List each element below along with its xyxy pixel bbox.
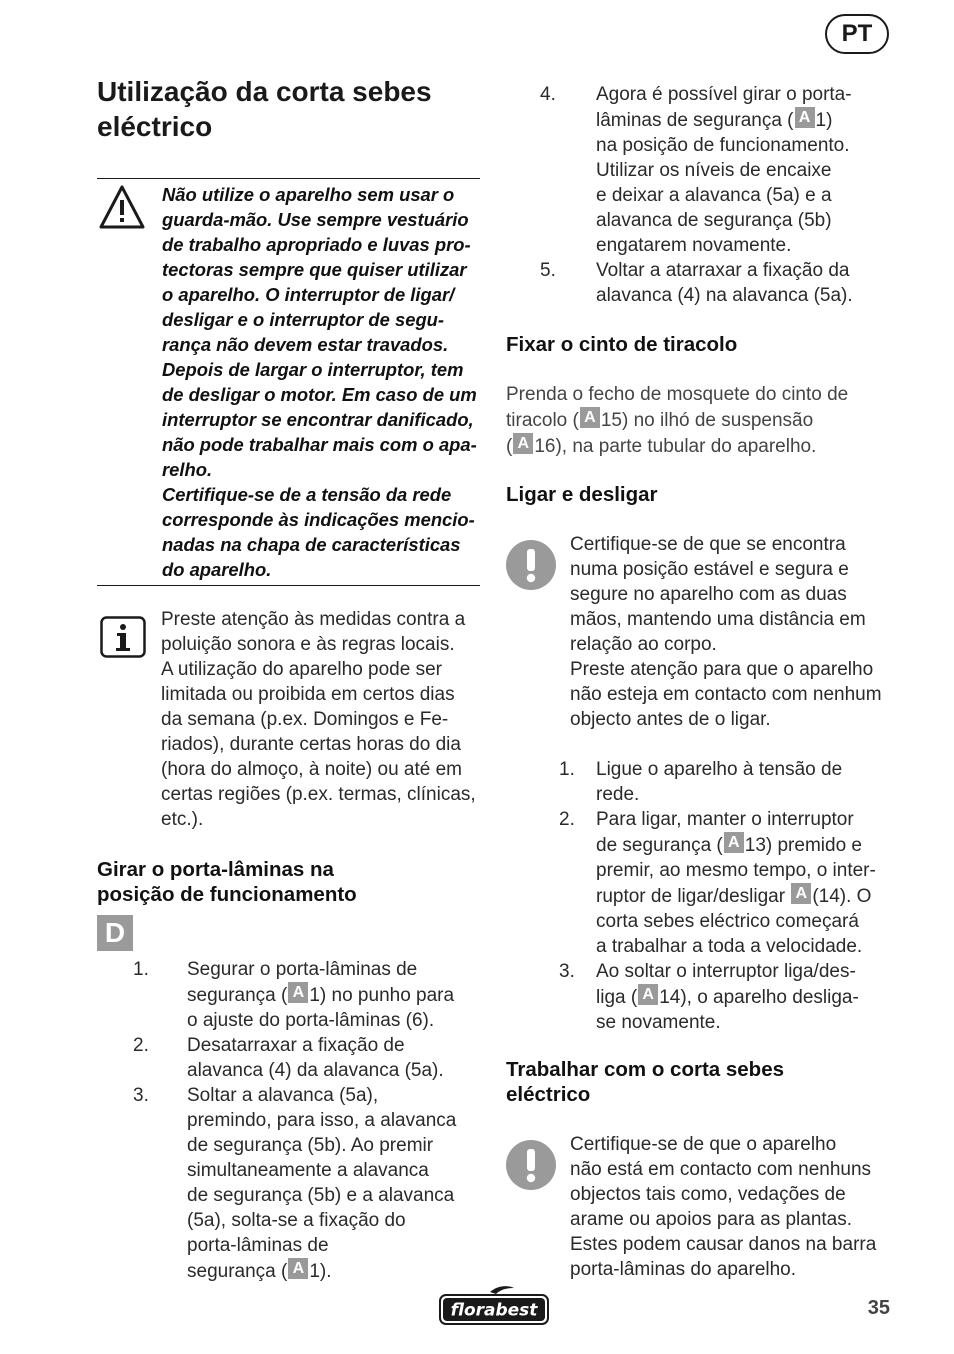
step-text-line: [596, 82, 900, 107]
step-number: 3.: [133, 1085, 149, 1106]
list-item: [130, 1083, 490, 1284]
step-text-line: [596, 183, 900, 208]
step-text-line: [596, 858, 896, 883]
text-line: nadas na chapa de características: [162, 534, 461, 555]
text-line: guarda-mão. Use sempre vestuário: [162, 209, 469, 230]
text-line: de desligar o motor. Em caso de um: [162, 384, 477, 405]
text-line: mãos, mantendo uma distância em: [570, 609, 866, 630]
text-line: Certifique-se de a tensão da rede: [162, 484, 452, 505]
step-number: 1.: [133, 959, 149, 980]
step-text-line: [596, 208, 900, 233]
warning-bottom-rule: [97, 585, 480, 586]
text-segment: 14), o aparelho desliga-: [659, 987, 859, 1008]
logo-text: florabest: [450, 1300, 538, 1321]
text-line: interruptor se encontrar danificado,: [162, 409, 474, 430]
step-text-line: [187, 1208, 490, 1233]
text-segment: na posição de funcionamento.: [596, 135, 850, 156]
text-line: da semana (p.ex. Domingos e Fe-: [161, 709, 449, 730]
text-line: [506, 407, 886, 433]
step-number: 3.: [559, 961, 575, 982]
text-segment: 15) no ilhó de suspensão: [600, 410, 814, 431]
caution-exclamation-icon: [506, 1140, 556, 1190]
step-text-line: [596, 233, 900, 258]
text-line: A utilização do aparelho pode ser: [161, 659, 442, 680]
step-text-line: [187, 957, 490, 982]
text-line: Depois de largar o interruptor, tem: [162, 359, 464, 380]
step-text-line: [187, 1133, 490, 1158]
text-segment: de segurança (5b) e a alavanca: [187, 1185, 455, 1206]
text-segment: engatarem novamente.: [596, 235, 792, 256]
text-segment: o ajuste do porta-lâminas (6).: [187, 1010, 435, 1031]
step-text-line: [596, 959, 896, 984]
onoff-steps-list: [556, 757, 896, 1035]
list-item: [540, 82, 900, 258]
figure-reference-badge: A: [288, 1258, 308, 1279]
text-line: objecto antes de o ligar.: [570, 709, 771, 730]
section-heading-onoff: Ligar e desligar: [506, 483, 658, 506]
text-line: [506, 382, 886, 407]
heading-line: eléctrico: [506, 1083, 591, 1106]
step-text-line: [596, 133, 900, 158]
text-segment: tiracolo (: [506, 410, 579, 431]
text-line: Preste atenção às medidas contra a: [161, 609, 466, 630]
page-title: Utilização da corta sebes eléctrico: [97, 76, 432, 142]
text-segment: Prenda o fecho de mosquete do cinto de: [506, 384, 849, 405]
heading-line: Trabalhar com o corta sebes: [506, 1058, 785, 1081]
text-line: arame ou apoios para as plantas.: [570, 1209, 853, 1230]
page-number: 35: [867, 1297, 890, 1319]
step-text-line: [596, 258, 900, 283]
figure-reference-badge: A: [513, 433, 533, 454]
warning-triangle-icon: [98, 184, 146, 230]
step-text-line: [596, 883, 896, 909]
text-line: numa posição estável e segura e: [570, 559, 849, 580]
step-text-line: [187, 1258, 490, 1284]
text-segment: Segurar o porta-lâminas de: [187, 959, 418, 980]
step-number: 2.: [133, 1035, 149, 1056]
figure-reference-badge: A: [580, 407, 600, 428]
rotate-steps-list-continued: [540, 82, 900, 308]
heading-line: Girar o porta-lâminas na: [97, 858, 334, 881]
text-line: limitada ou proibida em certos dias: [161, 684, 455, 705]
text-segment: segurança (: [187, 985, 288, 1006]
text-line: do aparelho.: [162, 559, 272, 580]
list-item: [556, 959, 896, 1035]
figure-reference-badge: A: [638, 984, 658, 1005]
text-segment: rede.: [596, 784, 640, 805]
heading-line: posição de funcionamento: [97, 883, 357, 906]
text-line: objectos tais como, vedações de: [570, 1184, 846, 1205]
section-heading-working: [506, 1057, 886, 1107]
text-line: Certifique-se de que o aparelho: [570, 1134, 837, 1155]
text-segment: 1).: [309, 1261, 332, 1282]
step-text-line: [596, 807, 896, 832]
text-line: riados), durante certas horas do dia: [161, 734, 461, 755]
text-segment: (14). O: [812, 886, 872, 907]
text-segment: corta sebes eléctrico começará: [596, 911, 859, 932]
step-text-line: [187, 1058, 490, 1083]
step-text-line: [596, 757, 896, 782]
text-segment: a trabalhar a toda a velocidade.: [596, 936, 863, 957]
figure-reference-badge: A: [288, 982, 308, 1003]
text-line: [506, 433, 886, 459]
text-line: não pode trabalhar mais com o apa-: [162, 434, 477, 455]
figure-badge: D: [97, 915, 133, 951]
figure-reference-badge: A: [724, 832, 744, 853]
strap-text: [506, 382, 886, 459]
text-segment: simultaneamente a alavanca: [187, 1160, 429, 1181]
text-line: segure no aparelho com as duas: [570, 584, 847, 605]
text-line: rança não devem estar travados.: [162, 334, 449, 355]
text-line: etc.).: [161, 809, 204, 830]
text-segment: alavanca (4) da alavanca (5a).: [187, 1060, 444, 1081]
text-segment: Para ligar, manter o interruptor: [596, 809, 854, 830]
text-segment: Agora é possível girar o porta-: [596, 84, 852, 105]
section-heading-strap: Fixar o cinto de tiracolo: [506, 333, 738, 356]
text-segment: 13) premido e: [744, 835, 862, 856]
list-item: [540, 258, 900, 308]
text-line: desligar e o interruptor de segu-: [162, 309, 445, 330]
text-line: relho.: [162, 459, 213, 480]
text-line: certas regiões (p.ex. termas, clínicas,: [161, 784, 476, 805]
step-text-line: [187, 1233, 490, 1258]
florabest-logo: [438, 1284, 550, 1326]
figure-reference-badge: A: [795, 107, 815, 128]
text-segment: Soltar a alavanca (5a),: [187, 1085, 379, 1106]
text-line: corresponde às indicações mencio-: [162, 509, 475, 530]
step-text-line: [596, 984, 896, 1010]
info-note-text: [161, 607, 491, 832]
step-number: 4.: [540, 84, 556, 105]
list-item: [130, 1033, 490, 1083]
text-segment: (5a), solta-se a fixação do: [187, 1210, 406, 1231]
text-segment: liga (: [596, 987, 638, 1008]
text-line: Não utilize o aparelho sem usar o: [162, 184, 455, 205]
info-icon: [100, 616, 146, 658]
text-segment: 1) no punho para: [309, 985, 455, 1006]
text-segment: (: [506, 436, 513, 457]
text-line: Estes podem causar danos na barra: [570, 1234, 877, 1255]
text-segment: Desatarraxar a fixação de: [187, 1035, 405, 1056]
warning-paragraph: [162, 182, 492, 482]
step-text-line: [187, 1008, 490, 1033]
text-segment: Utilizar os níveis de encaixe: [596, 160, 832, 181]
text-segment: alavanca de segurança (5b): [596, 210, 832, 231]
section-heading-rotate: [97, 857, 477, 907]
list-item: [556, 757, 896, 807]
text-segment: segurança (: [187, 1261, 288, 1282]
step-text-line: [187, 1108, 490, 1133]
step-text-line: [187, 1183, 490, 1208]
figure-reference-badge: A: [791, 883, 811, 904]
step-text-line: [187, 982, 490, 1008]
text-line: não esteja em contacto com nenhum: [570, 684, 882, 705]
step-text-line: [596, 158, 900, 183]
step-number: 2.: [559, 809, 575, 830]
step-number: 5.: [540, 260, 556, 281]
working-note-text: [570, 1132, 900, 1282]
text-segment: premir, ao mesmo tempo, o inter-: [596, 860, 876, 881]
step-number: 1.: [559, 759, 575, 780]
text-line: porta-lâminas do aparelho.: [570, 1259, 797, 1280]
caution-exclamation-icon: [506, 540, 556, 590]
list-item: [556, 807, 896, 959]
text-segment: porta-lâminas de: [187, 1235, 329, 1256]
text-line: Preste atenção para que o aparelho: [570, 659, 874, 680]
text-line: Certifique-se de que se encontra: [570, 534, 846, 555]
step-text-line: [596, 782, 896, 807]
warning-paragraph: [162, 482, 492, 582]
language-badge: PT: [825, 14, 889, 54]
text-segment: Ao soltar o interruptor liga/des-: [596, 961, 856, 982]
text-segment: se novamente.: [596, 1012, 721, 1033]
onoff-note-text: [570, 532, 900, 732]
list-item: [130, 957, 490, 1033]
text-line: não está em contacto com nenhuns: [570, 1159, 872, 1180]
step-text-line: [596, 934, 896, 959]
warning-text: [162, 182, 492, 582]
step-text-line: [596, 1010, 896, 1035]
text-line: de trabalho apropriado e luvas pro-: [162, 234, 471, 255]
step-text-line: [596, 283, 900, 308]
text-segment: Voltar a atarraxar a fixação da: [596, 260, 850, 281]
text-segment: e deixar a alavanca (5a) e a: [596, 185, 832, 206]
text-segment: Ligue o aparelho à tensão de: [596, 759, 843, 780]
text-line: poluição sonora e às regras locais.: [161, 634, 455, 655]
text-segment: alavanca (4) na alavanca (5a).: [596, 285, 853, 306]
text-segment: ruptor de ligar/desligar: [596, 886, 791, 907]
text-segment: 16), na parte tubular do aparelho.: [534, 436, 817, 457]
text-segment: de segurança (5b). Ao premir: [187, 1135, 434, 1156]
step-text-line: [187, 1083, 490, 1108]
text-segment: lâminas de segurança (: [596, 110, 794, 131]
step-text-line: [596, 909, 896, 934]
rotate-steps-list: [130, 957, 490, 1284]
step-text-line: [187, 1158, 490, 1183]
warning-top-rule: [97, 178, 480, 179]
text-segment: premindo, para isso, a alavanca: [187, 1110, 457, 1131]
step-text-line: [596, 832, 896, 858]
text-line: tectoras sempre que quiser utilizar: [162, 259, 467, 280]
step-text-line: [187, 1033, 490, 1058]
text-segment: de segurança (: [596, 835, 723, 856]
text-line: o aparelho. O interruptor de ligar/: [162, 284, 455, 305]
text-line: relação ao corpo.: [570, 634, 717, 655]
text-line: (hora do almoço, à noite) ou até em: [161, 759, 463, 780]
step-text-line: [596, 107, 900, 133]
text-segment: 1): [815, 110, 833, 131]
